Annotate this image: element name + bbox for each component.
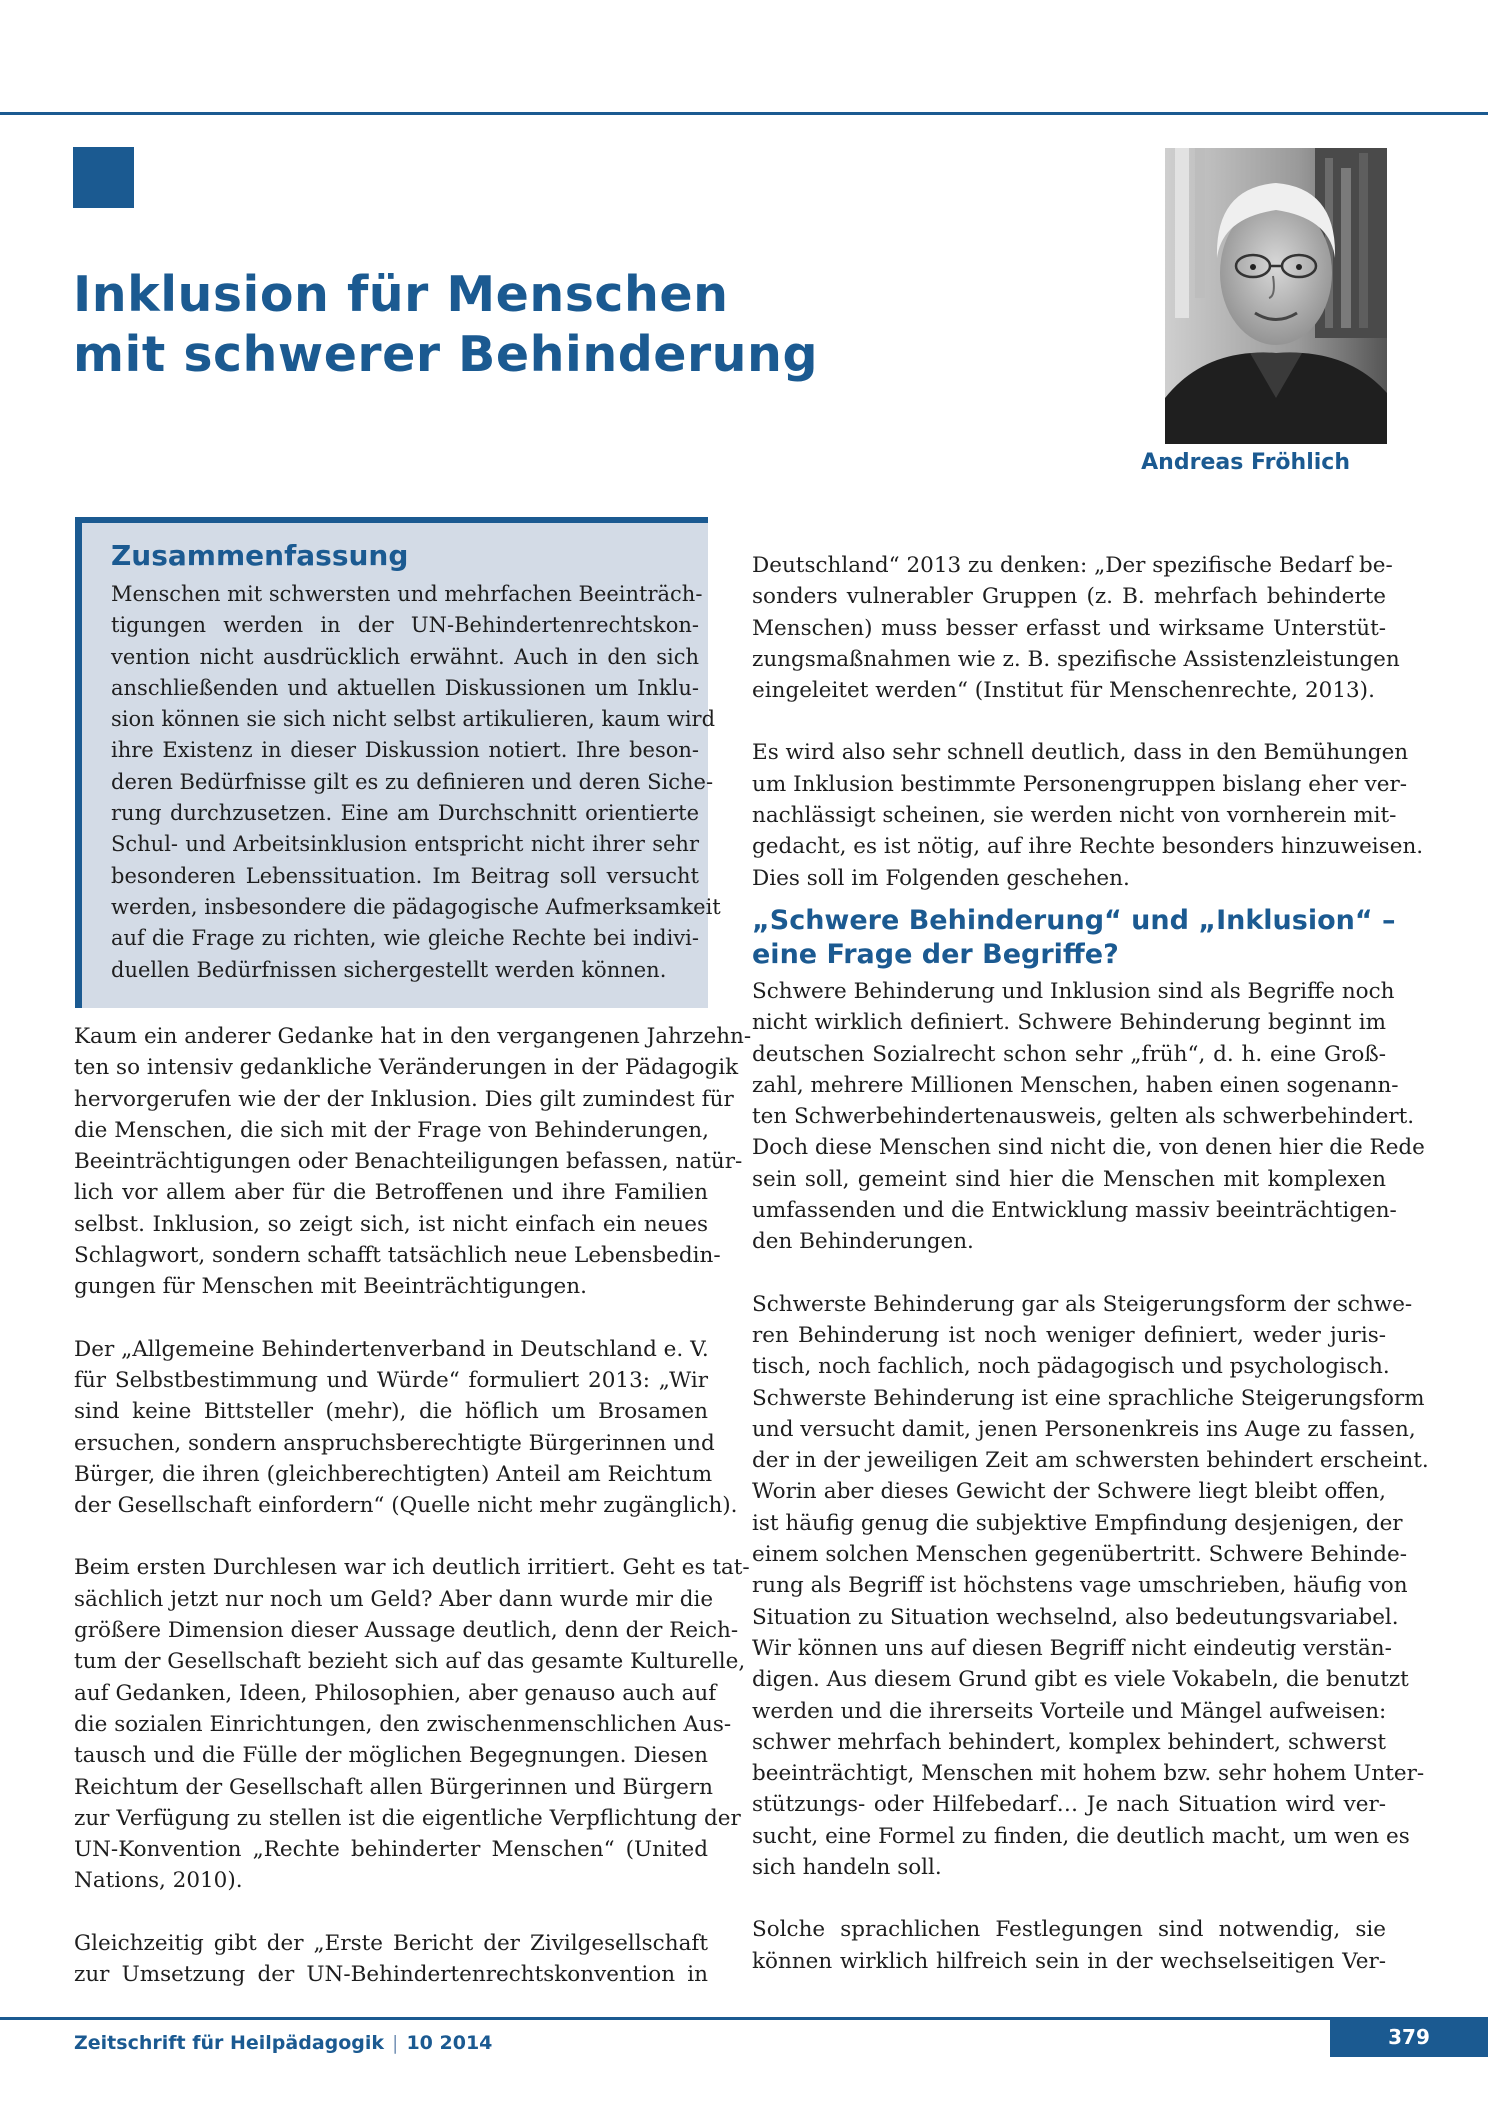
text-line: nachlässigt scheinen, sie werden nicht von vornherein mit- [752,803,1397,829]
text-line: für Selbstbestimmung und Würde“ formuliert 2013: „Wir [74,1367,708,1393]
text-line: Worin aber dieses Gewicht der Schwere liegt bleibt offen, [752,1479,1386,1505]
author-name: Andreas Fröhlich [1141,450,1350,475]
text-line: zur Verfügung zu stellen ist die eigentliche Verpflichtung der [74,1805,741,1831]
text-line: Gleichzeitig gibt der „Erste Bericht der Zivilgesellschaft [74,1930,708,1956]
paragraph [74,1334,738,1522]
text-line: Schlagwort, sondern schafft tatsächlich neue Lebensbedin- [74,1243,721,1269]
text-line: den Behinderungen. [752,1229,974,1255]
text-line: Menschen mit schwersten und mehrfachen Beeinträch- [111,582,703,606]
text-line: Situation zu Situation wechselnd, also bedeutungsvariabel. [752,1604,1399,1630]
text-line: nicht wirklich definiert. Schwere Behinderung beginnt im [752,1010,1386,1036]
paragraph [111,579,721,986]
article-title-line: mit schwerer Behinderung [73,326,819,383]
text-line: Der „Allgemeine Behindertenverband in Deutschland e. V. [74,1336,709,1362]
paragraph [752,976,1425,1258]
text-line: tisch, noch fachlich, noch pädagogisch und psychologisch. [752,1354,1390,1380]
text-line: ersuchen, sondern anspruchsberechtigte Bürgerinnen und [74,1430,715,1456]
text-line: sind keine Bittsteller (mehr), die höflich um Brosamen [74,1399,708,1425]
footer-rule [0,2017,1488,2020]
text-line: sächlich jetzt nur noch um Geld? Aber dann wurde mir die [74,1586,714,1612]
text-line: Schwerste Behinderung ist eine sprachliche Steigerungsform [752,1385,1425,1411]
text-line: Menschen) muss besser erfasst und wirksame Unterstüt- [752,615,1386,641]
text-line: stützungs- oder Hilfebedarf… Je nach Situation wird ver- [752,1792,1386,1818]
text-line: schwer mehrfach behindert, komplex behindert, schwerst [752,1729,1386,1755]
text-line: Es wird also sehr schnell deutlich, dass in den Bemühungen [752,740,1409,766]
text-line: Solche sprachlichen Festlegungen sind notwendig, sie [752,1917,1386,1943]
text-line: sonders vulnerabler Gruppen (z. B. mehrfach behinderte [752,584,1386,610]
footer [74,2032,492,2054]
text-line: können wirklich hilfreich sein in der wechselseitigen Ver- [752,1948,1386,1974]
text-line: sion können sie sich nicht selbst artikulieren, kaum wird [111,707,716,732]
text-line: lich vor allem aber für die Betroffenen und ihre Familien [74,1180,708,1206]
paragraph [74,1021,752,1303]
right-column [752,550,1429,1977]
text-line: eingeleitet werden“ (Institut für Menschenrechte, 2013). [752,678,1375,704]
text-line: Nations, 2010). [74,1868,243,1894]
text-line: ist häufig genug die subjektive Empfindung desjenigen, der [752,1510,1403,1536]
text-line: gedacht, es ist nötig, auf ihre Rechte besonders hinzuweisen. [752,834,1424,860]
text-line: auf Gedanken, Ideen, Philosophien, aber genauso auch auf [74,1680,717,1706]
text-line: Bürger, die ihren (gleichberechtigten) Anteil am Reichtum [74,1461,713,1487]
text-line: ten so intensiv gedankliche Veränderungen in der Pädagogik [74,1055,739,1081]
text-line: duellen Bedürfnissen sichergestellt werden können. [111,957,667,982]
text-line: rung als Begriff ist höchstens vage umschrieben, häufig von [752,1573,1408,1599]
text-line: Dies soll im Folgenden geschehen. [752,865,1130,891]
text-line: beeinträchtigt, Menschen mit hohem bzw. sehr hohem Unter- [752,1761,1425,1787]
page-number: 379 [1330,2017,1488,2057]
text-line: gungen für Menschen mit Beeinträchtigungen. [74,1274,587,1300]
issue-number: 10 2014 [406,2032,493,2054]
section-heading [752,904,1396,972]
text-line: Schwere Behinderung und Inklusion sind als Begriffe noch [752,978,1395,1004]
text-line: die sozialen Einrichtungen, den zwischenmenschlichen Aus- [74,1711,732,1737]
text-line: Schul- und Arbeitsinklusion entspricht nicht ihrer sehr [111,832,699,857]
paragraph [74,1928,708,1991]
text-line: sucht, eine Formel zu finden, die deutlich macht, um wen es [752,1823,1410,1849]
summary-heading: Zusammenfassung [111,539,409,572]
text-line: deutschen Sozialrecht schon sehr „früh“, d. h. eine Groß- [752,1041,1386,1067]
text-line: umfassenden und die Entwicklung massiv beeinträchtigen- [752,1198,1397,1224]
text-line: hervorgerufen wie der der Inklusion. Dies gilt zumindest für [74,1086,734,1112]
text-line: Wir können uns auf diesen Begriff nicht eindeutig verstän- [752,1635,1392,1661]
text-line: zungsmaßnahmen wie z. B. spezifische Assistenzleistungen [752,646,1400,672]
author-photo [1165,148,1387,444]
text-line: selbst. Inklusion, so zeigt sich, ist nicht einfach ein neues [74,1211,708,1237]
text-line: Doch diese Menschen sind nicht die, von denen hier die Rede [752,1135,1425,1161]
text-line: rung durchzusetzen. Eine am Durchschnitt orientierte [111,801,699,826]
text-line: zur Umsetzung der UN-Behindertenrechtskonvention in [74,1962,708,1988]
summary-text [111,579,721,986]
text-line: um Inklusion bestimmte Personengruppen bislang eher ver- [752,771,1408,797]
text-line: UN-Konvention „Rechte behinderter Menschen“ (United [74,1837,708,1863]
paragraph [752,550,1400,706]
text-line: die Menschen, die sich mit der Frage von Behinderungen, [74,1117,709,1143]
paragraph [752,1289,1429,1884]
text-line: Kaum ein anderer Gedanke hat in den vergangenen Jahrzehn- [74,1024,752,1049]
text-line: werden, insbesondere die pädagogische Aufmerksamkeit [111,894,721,919]
text-line: vention nicht ausdrücklich erwähnt. Auch in den sich [111,644,699,669]
text-line: tum der Gesellschaft bezieht sich auf das gesamte Kulturelle, [74,1649,746,1675]
text-line: sein soll, gemeint sind hier die Menschen mit komplexen [752,1166,1386,1192]
text-line: Reichtum der Gesellschaft allen Bürgerinnen und Bürgern [74,1774,714,1800]
paragraph [752,1914,1386,1977]
journal-name: Zeitschrift für Heilpädagogik [74,2032,385,2054]
text-line: Schwerste Behinderung gar als Steigerungsform der schwe- [752,1291,1413,1317]
article-title [73,265,1073,385]
left-column [74,1021,752,1990]
text-line: deren Bedürfnisse gilt es zu definieren und deren Siche- [111,769,714,794]
text-line: und versucht damit, jenen Personenkreis ins Auge zu fassen, [752,1416,1416,1442]
text-line: ren Behinderung ist noch weniger definiert, weder juris- [752,1322,1386,1348]
text-line: werden und die ihrerseits Vorteile und Mängel aufweisen: [752,1698,1387,1724]
text-line: ten Schwerbehindertenausweis, gelten als schwerbehindert. [752,1104,1415,1130]
text-line: zahl, mehrere Millionen Menschen, haben einen sogenann- [752,1072,1399,1098]
text-line: tigungen werden in der UN-Behindertenrechtskon- [111,613,699,638]
text-line: Deutschland“ 2013 zu denken: „Der spezifische Bedarf be- [752,553,1393,578]
text-line: Beeinträchtigungen oder Benachteiligungen befassen, natür- [74,1149,743,1175]
section-heading-line: eine Frage der Begriffe? [752,938,1119,970]
text-line: Beim ersten Durchlesen war ich deutlich irritiert. Geht es tat- [74,1555,750,1581]
author-portrait-image [1165,148,1387,444]
text-line: der Gesellschaft einfordern“ (Quelle nicht mehr zugänglich). [74,1493,738,1519]
text-line: ihre Existenz in dieser Diskussion notiert. Ihre beson- [111,738,699,763]
paragraph [752,737,1424,893]
text-line: sich handeln soll. [752,1854,942,1880]
article-title-line: Inklusion für Menschen [73,266,729,323]
paragraph [74,1552,750,1896]
text-line: auf die Frage zu richten, wie gleiche Rechte bei indivi- [111,926,699,951]
top-rule [0,112,1488,115]
text-line: besonderen Lebenssituation. Im Beitrag soll versucht [111,863,699,888]
section-marker-square [73,147,134,208]
footer-separator: | [392,2032,399,2054]
text-line: der in der jeweiligen Zeit am schwersten behindert erscheint. [752,1448,1429,1474]
text-line: einem solchen Menschen gegenübertritt. Schwere Behinde- [752,1542,1408,1568]
text-line: größere Dimension dieser Aussage deutlich, denn der Reich- [74,1618,739,1644]
text-line: tausch und die Fülle der möglichen Begegnungen. Diesen [74,1743,708,1769]
section-heading-line: „Schwere Behinderung“ und „Inklusion“ – [752,904,1396,936]
text-line: digen. Aus diesem Grund gibt es viele Vokabeln, die benutzt [752,1667,1409,1693]
text-line: anschließenden und aktuellen Diskussionen um Inklu- [111,675,699,700]
